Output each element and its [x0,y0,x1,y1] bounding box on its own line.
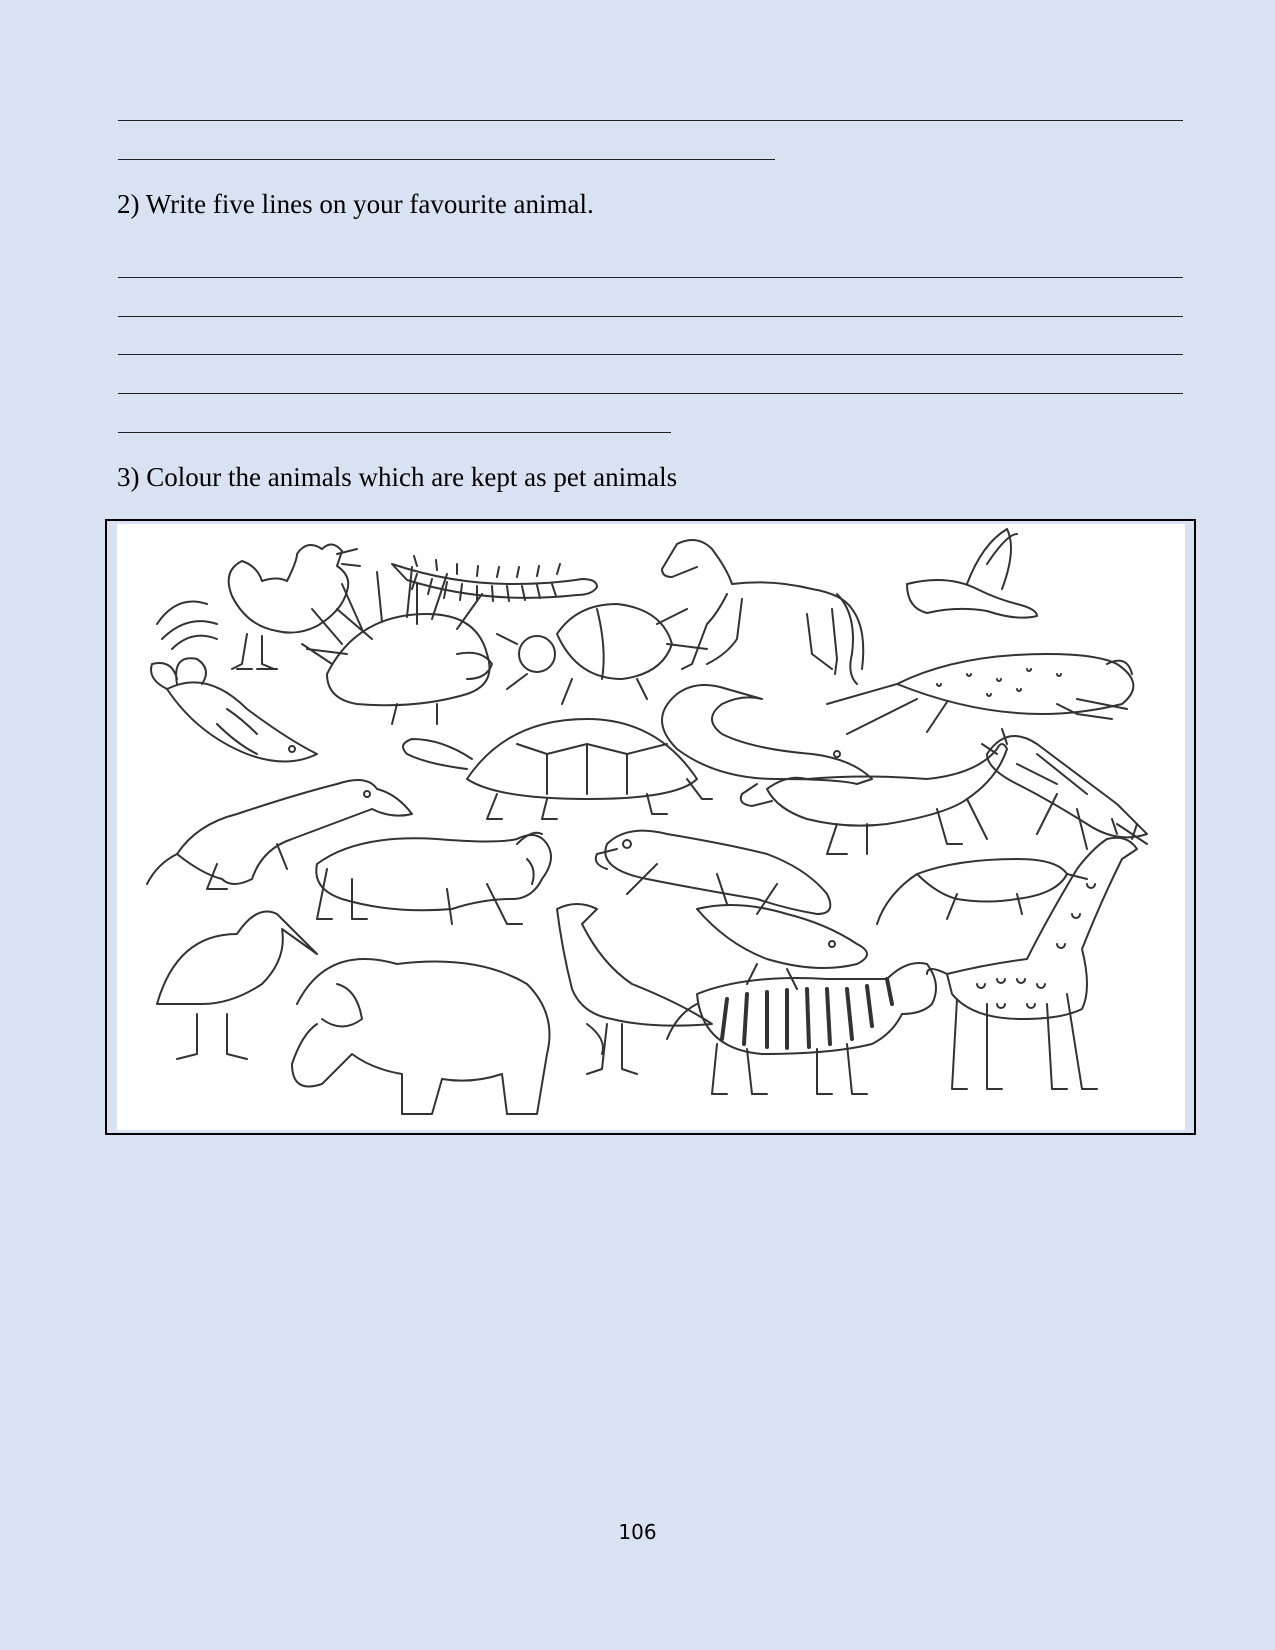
heron-drawing [557,904,712,1074]
animals-picture-frame [105,519,1196,1135]
sparrow-drawing [697,905,867,989]
flying-bird-drawing [907,529,1037,618]
answer-line[interactable] [118,277,1183,278]
rooster-drawing [157,544,360,669]
answer-line[interactable] [118,120,1183,121]
beetle-drawing [497,604,707,704]
animals-illustration [117,524,1185,1130]
answer-line[interactable] [118,393,1183,394]
cheetah-drawing [827,654,1133,734]
animals-drawing [117,524,1185,1130]
dog-drawing [741,744,1007,854]
question-2: 2) Write five lines on your favourite animal. [117,189,594,219]
answer-line[interactable] [118,354,1183,355]
answer-line[interactable] [118,159,775,160]
stork-drawing [157,912,317,1060]
fish-drawing [151,658,317,761]
chameleon-drawing [596,831,831,914]
elephant-drawing [292,959,603,1114]
zebra-drawing [667,963,936,1094]
horse-drawing [662,540,863,684]
answer-line[interactable] [118,316,1183,317]
question-3: 3) Colour the animals which are kept as pet animals [117,462,678,492]
answer-line[interactable] [118,432,671,433]
centipede-drawing [392,556,597,601]
page-number: 106 [618,1520,657,1544]
wildebeest-drawing [316,833,551,924]
porcupine-drawing [302,567,492,724]
weasel-drawing [147,780,412,889]
rat-drawing [877,859,1087,924]
